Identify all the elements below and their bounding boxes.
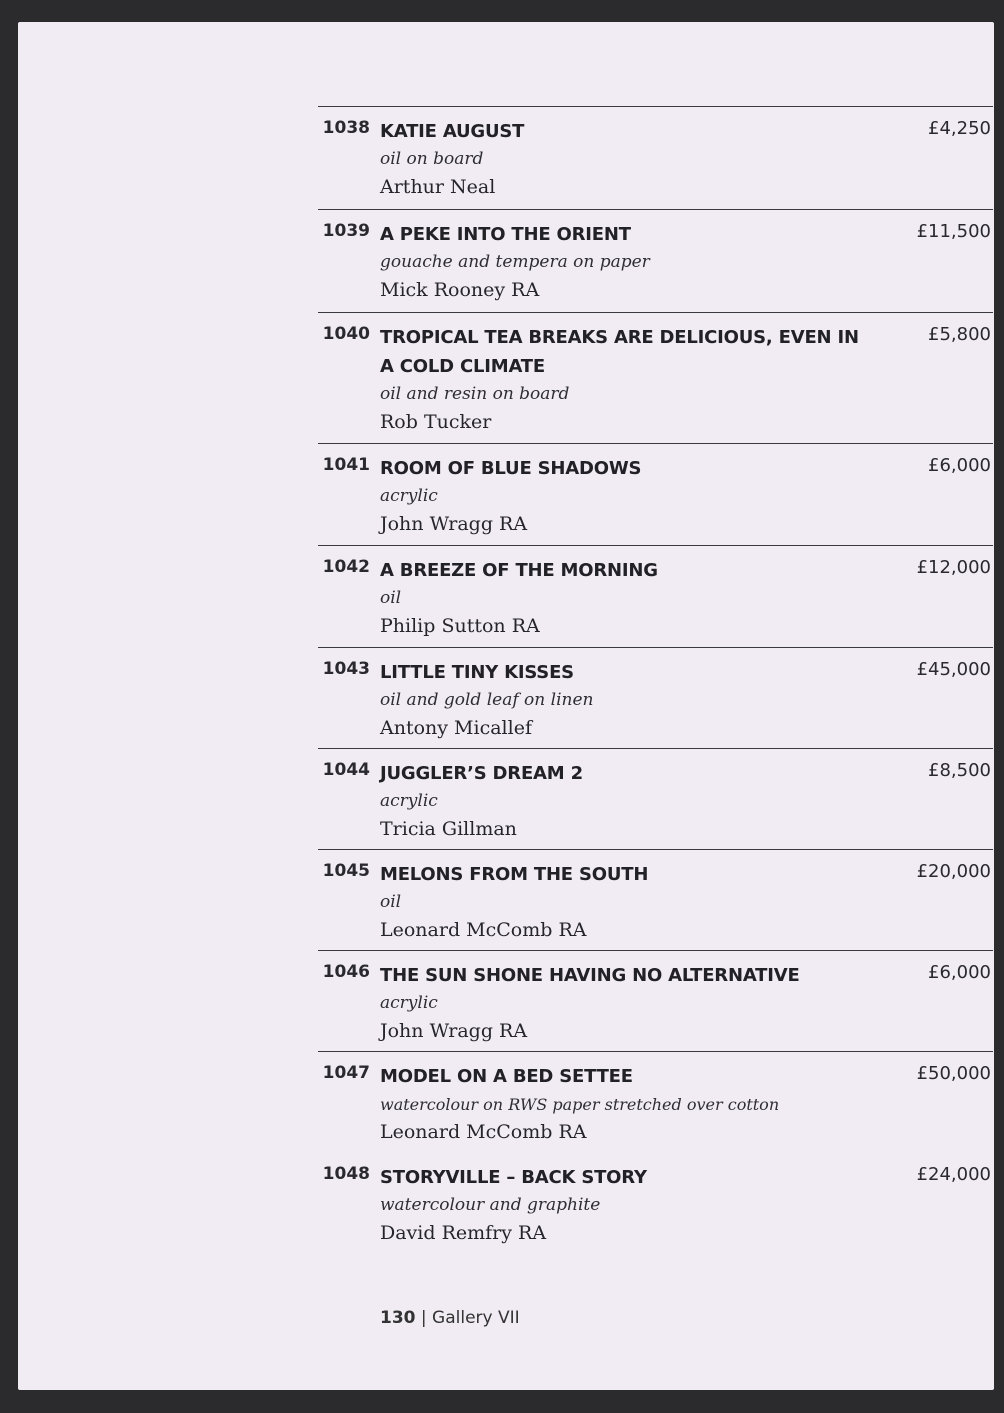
medium: acrylic xyxy=(380,486,438,506)
catalogue-entry xyxy=(318,647,993,739)
artist: Antony Micallef xyxy=(380,717,532,739)
title-text: A BREEZE OF THE MORNING xyxy=(380,560,658,581)
price: £6,000 xyxy=(928,455,991,476)
page-footer xyxy=(380,1308,520,1328)
catalogue-entry xyxy=(318,1152,993,1244)
entry-title xyxy=(380,759,860,843)
price: £6,000 xyxy=(928,962,991,983)
entry-title xyxy=(380,1062,860,1146)
entry-title xyxy=(380,220,860,304)
title-text: JUGGLER’S DREAM 2 xyxy=(380,763,583,784)
artist: John Wragg RA xyxy=(380,1020,528,1042)
title-text: KATIE AUGUST xyxy=(380,121,525,142)
medium: oil xyxy=(380,588,402,608)
medium: acrylic xyxy=(380,993,438,1013)
lot-number: 1042 xyxy=(322,557,370,577)
lot-number: 1040 xyxy=(322,324,370,344)
lot-number: 1044 xyxy=(322,760,370,780)
medium: oil on board xyxy=(380,149,484,169)
entry-title xyxy=(380,658,860,742)
footer-separator: | xyxy=(420,1308,427,1328)
title-text: A PEKE INTO THE ORIENT xyxy=(380,224,631,245)
artist: Leonard McComb RA xyxy=(380,1121,587,1143)
catalogue-page xyxy=(18,22,994,1390)
lot-number: 1043 xyxy=(322,659,370,679)
title-text: TROPICAL TEA BREAKS ARE DELICIOUS, EVEN IN A COLD CLIMATE xyxy=(380,327,859,377)
lot-number: 1041 xyxy=(322,455,370,475)
price: £20,000 xyxy=(916,861,991,882)
catalogue-entry xyxy=(318,443,993,535)
entry-title xyxy=(380,454,860,538)
price: £50,000 xyxy=(916,1063,991,1084)
catalogue-entry xyxy=(318,209,993,301)
page-number: 130 xyxy=(380,1308,416,1328)
price: £11,500 xyxy=(916,221,991,242)
catalogue-entry xyxy=(318,106,993,198)
title-text: MODEL ON A BED SETTEE xyxy=(380,1066,633,1087)
artist: Rob Tucker xyxy=(380,411,492,433)
lot-number: 1046 xyxy=(322,962,370,982)
catalogue-entry xyxy=(318,849,993,941)
lot-number: 1039 xyxy=(322,221,370,241)
medium: oil and resin on board xyxy=(380,384,570,404)
price: £8,500 xyxy=(928,760,991,781)
artist: Arthur Neal xyxy=(380,176,496,198)
catalogue-entry xyxy=(318,748,993,840)
title-text: MELONS FROM THE SOUTH xyxy=(380,864,649,885)
section-name: Gallery VII xyxy=(432,1308,520,1328)
catalogue-entry xyxy=(318,950,993,1042)
title-text: THE SUN SHONE HAVING NO ALTERNATIVE xyxy=(380,965,800,986)
medium: oil xyxy=(380,892,402,912)
lot-number: 1045 xyxy=(322,861,370,881)
artist: Philip Sutton RA xyxy=(380,615,540,637)
price: £5,800 xyxy=(928,324,991,345)
medium: gouache and tempera on paper xyxy=(380,252,650,272)
price: £12,000 xyxy=(916,557,991,578)
title-text: LITTLE TINY KISSES xyxy=(380,662,574,683)
artist: Mick Rooney RA xyxy=(380,279,540,301)
lot-number: 1038 xyxy=(322,118,370,138)
entry-title xyxy=(380,117,860,201)
title-text: STORYVILLE – BACK STORY xyxy=(380,1167,647,1188)
price: £4,250 xyxy=(928,118,991,139)
artist: David Remfry RA xyxy=(380,1222,547,1244)
price: £45,000 xyxy=(916,659,991,680)
catalogue-entry xyxy=(318,1051,993,1143)
artist: Tricia Gillman xyxy=(380,818,517,840)
medium: oil and gold leaf on linen xyxy=(380,690,594,710)
entry-title xyxy=(380,1163,860,1247)
medium: watercolour on RWS paper stretched over cotton xyxy=(380,1095,780,1114)
artist: John Wragg RA xyxy=(380,513,528,535)
medium: watercolour and graphite xyxy=(380,1195,601,1215)
catalogue-entry xyxy=(318,312,993,433)
catalogue-entry xyxy=(318,545,993,637)
entry-title xyxy=(380,323,860,436)
entry-title xyxy=(380,860,860,944)
artist: Leonard McComb RA xyxy=(380,919,587,941)
medium: acrylic xyxy=(380,791,438,811)
lot-number: 1047 xyxy=(322,1063,370,1083)
lot-number: 1048 xyxy=(322,1164,370,1184)
price: £24,000 xyxy=(916,1164,991,1185)
entry-title xyxy=(380,961,860,1045)
title-text: ROOM OF BLUE SHADOWS xyxy=(380,458,642,479)
entry-title xyxy=(380,556,860,640)
